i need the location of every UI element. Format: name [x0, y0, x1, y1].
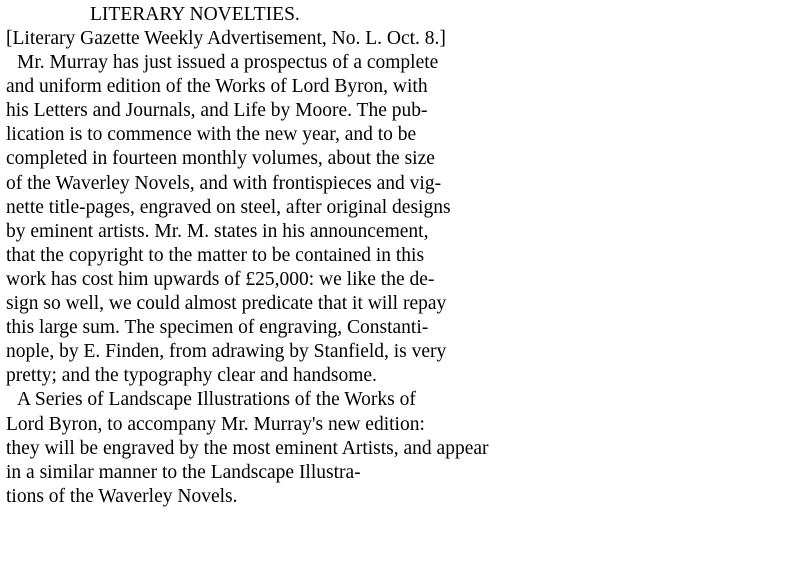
paragraph-line: lication is to commence with the new year, and to be	[6, 124, 417, 146]
paragraph-line: nette title-pages, engraved on steel, after original designs	[6, 196, 451, 218]
paragraph-line: tions of the Waverley Novels.	[6, 485, 238, 507]
paragraph-line: and uniform edition of the Works of Lord Byron, with	[6, 76, 428, 98]
paragraph-line: A Series of Landscape Illustrations of the Works of	[17, 389, 416, 411]
paragraph-line: this large sum. The specimen of engraving, Constanti-	[6, 317, 429, 339]
paragraph-murray-edition	[6, 51, 786, 388]
paragraph-line: sign so well, we could almost predicate that it will repay	[6, 293, 447, 315]
paragraph-line: they will be engraved by the most eminent Artists, and appear	[6, 437, 489, 459]
paragraph-line: in a similar manner to the Landscape Illustra-	[6, 461, 361, 483]
paragraph-line: completed in fourteen monthly volumes, about the size	[6, 148, 435, 170]
source-line: [Literary Gazette Weekly Advertisement, No. L. Oct. 8.]	[6, 28, 446, 49]
paragraph-line: that the copyright to the matter to be contained in this	[6, 244, 425, 266]
paragraph-line: nople, by E. Finden, from adrawing by Stanfield, is very	[6, 341, 447, 363]
paragraph-line: his Letters and Journals, and Life by Moore. The pub-	[6, 100, 428, 122]
paragraph-landscape-illustrations	[6, 388, 786, 508]
paragraph-line: of the Waverley Novels, and with frontispieces and vig-	[6, 172, 442, 194]
document-title: LITERARY NOVELTIES.	[90, 4, 300, 25]
paragraph-line: pretty; and the typography clear and handsome.	[6, 365, 377, 387]
paragraph-line: Mr. Murray has just issued a prospectus of a complete	[17, 52, 439, 74]
document-page	[6, 3, 786, 509]
paragraph-line: work has cost him upwards of £25,000: we like the de-	[6, 268, 435, 290]
paragraph-line: by eminent artists. Mr. M. states in his announcement,	[6, 220, 429, 242]
paragraph-line: Lord Byron, to accompany Mr. Murray's new edition:	[6, 413, 425, 435]
